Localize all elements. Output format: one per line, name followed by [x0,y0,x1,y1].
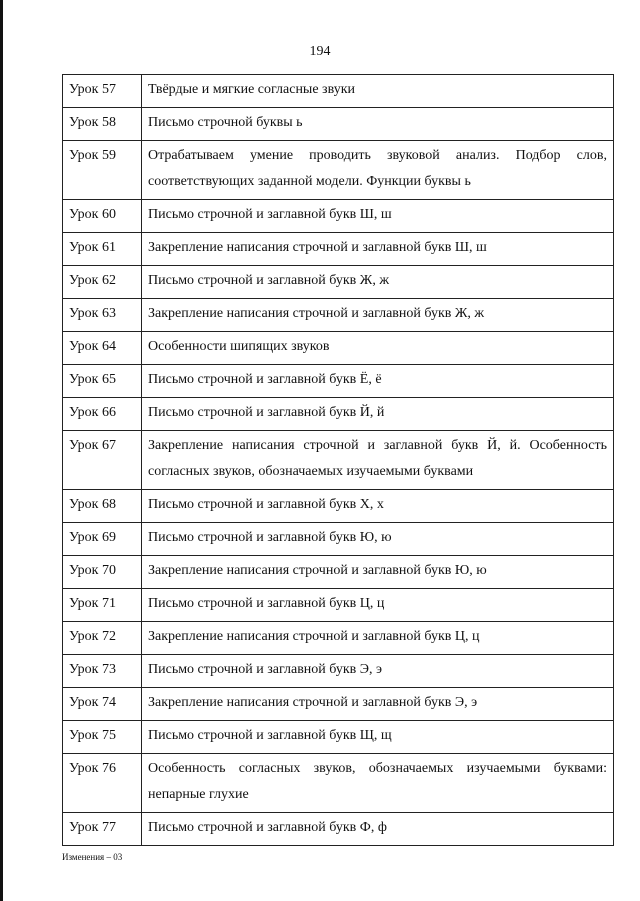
lesson-number: Урок 68 [63,490,142,523]
table-row [63,556,614,589]
lesson-topic: Письмо строчной и заглавной букв Ш, ш [142,200,614,233]
table-row [63,721,614,754]
lesson-topic: Письмо строчной и заглавной букв Э, э [142,655,614,688]
lesson-topic: Письмо строчной и заглавной букв Ю, ю [142,523,614,556]
table-row [63,141,614,200]
page-number: 194 [309,44,331,59]
lesson-number: Урок 70 [63,556,142,589]
table-row [63,688,614,721]
lesson-number: Урок 67 [63,431,142,490]
lesson-topic: Отрабатываем умение проводить звуковой анализ. Подбор слов, соответствующих заданной модели. Функции буквы ь [142,141,614,200]
lesson-topic: Закрепление написания строчной и заглавной букв Ю, ю [142,556,614,589]
table-row [63,523,614,556]
lesson-number: Урок 61 [63,233,142,266]
lesson-number: Урок 65 [63,365,142,398]
lesson-topic: Закрепление написания строчной и заглавной букв Ш, ш [142,233,614,266]
table-row [63,233,614,266]
table-row [63,655,614,688]
lesson-topic: Закрепление написания строчной и заглавной букв Й, й. Особенность согласных звуков, обозначаемых изучаемыми буквами [142,431,614,490]
lesson-topic: Письмо строчной и заглавной букв Ё, ё [142,365,614,398]
lessons-table [62,74,614,846]
table-row [63,266,614,299]
lesson-topic: Письмо строчной и заглавной букв Ф, ф [142,813,614,846]
table-row [63,490,614,523]
revision-note: Изменения – 03 [62,852,123,862]
lesson-topic: Письмо строчной и заглавной букв Щ, щ [142,721,614,754]
table-row [63,813,614,846]
lesson-number: Урок 72 [63,622,142,655]
lesson-number: Урок 57 [63,75,142,108]
lesson-number: Урок 69 [63,523,142,556]
lesson-number: Урок 77 [63,813,142,846]
lesson-number: Урок 63 [63,299,142,332]
lesson-topic: Твёрдые и мягкие согласные звуки [142,75,614,108]
lesson-number: Урок 64 [63,332,142,365]
lesson-topic: Письмо строчной и заглавной букв Ж, ж [142,266,614,299]
lesson-number: Урок 76 [63,754,142,813]
table-row [63,75,614,108]
lesson-topic: Письмо строчной и заглавной букв Ц, ц [142,589,614,622]
table-row [63,431,614,490]
lesson-topic: Письмо строчной и заглавной букв Й, й [142,398,614,431]
lesson-topic: Закрепление написания строчной и заглавной букв Ц, ц [142,622,614,655]
lesson-topic: Закрепление написания строчной и заглавной букв Ж, ж [142,299,614,332]
table-row [63,589,614,622]
table-row [63,398,614,431]
lesson-number: Урок 58 [63,108,142,141]
lesson-topic: Особенности шипящих звуков [142,332,614,365]
lesson-number: Урок 75 [63,721,142,754]
lesson-topic: Письмо строчной буквы ь [142,108,614,141]
lesson-topic: Закрепление написания строчной и заглавной букв Э, э [142,688,614,721]
table-row [63,754,614,813]
lesson-number: Урок 73 [63,655,142,688]
lesson-number: Урок 59 [63,141,142,200]
lesson-number: Урок 62 [63,266,142,299]
table-row [63,622,614,655]
table-row [63,365,614,398]
lesson-topic: Особенность согласных звуков, обозначаемых изучаемыми буквами: непарные глухие [142,754,614,813]
lesson-number: Урок 71 [63,589,142,622]
lesson-number: Урок 74 [63,688,142,721]
table-row [63,200,614,233]
table-row [63,332,614,365]
table-row [63,108,614,141]
scan-edge [0,0,3,901]
lesson-number: Урок 60 [63,200,142,233]
table-row [63,299,614,332]
lesson-number: Урок 66 [63,398,142,431]
lesson-topic: Письмо строчной и заглавной букв Х, х [142,490,614,523]
